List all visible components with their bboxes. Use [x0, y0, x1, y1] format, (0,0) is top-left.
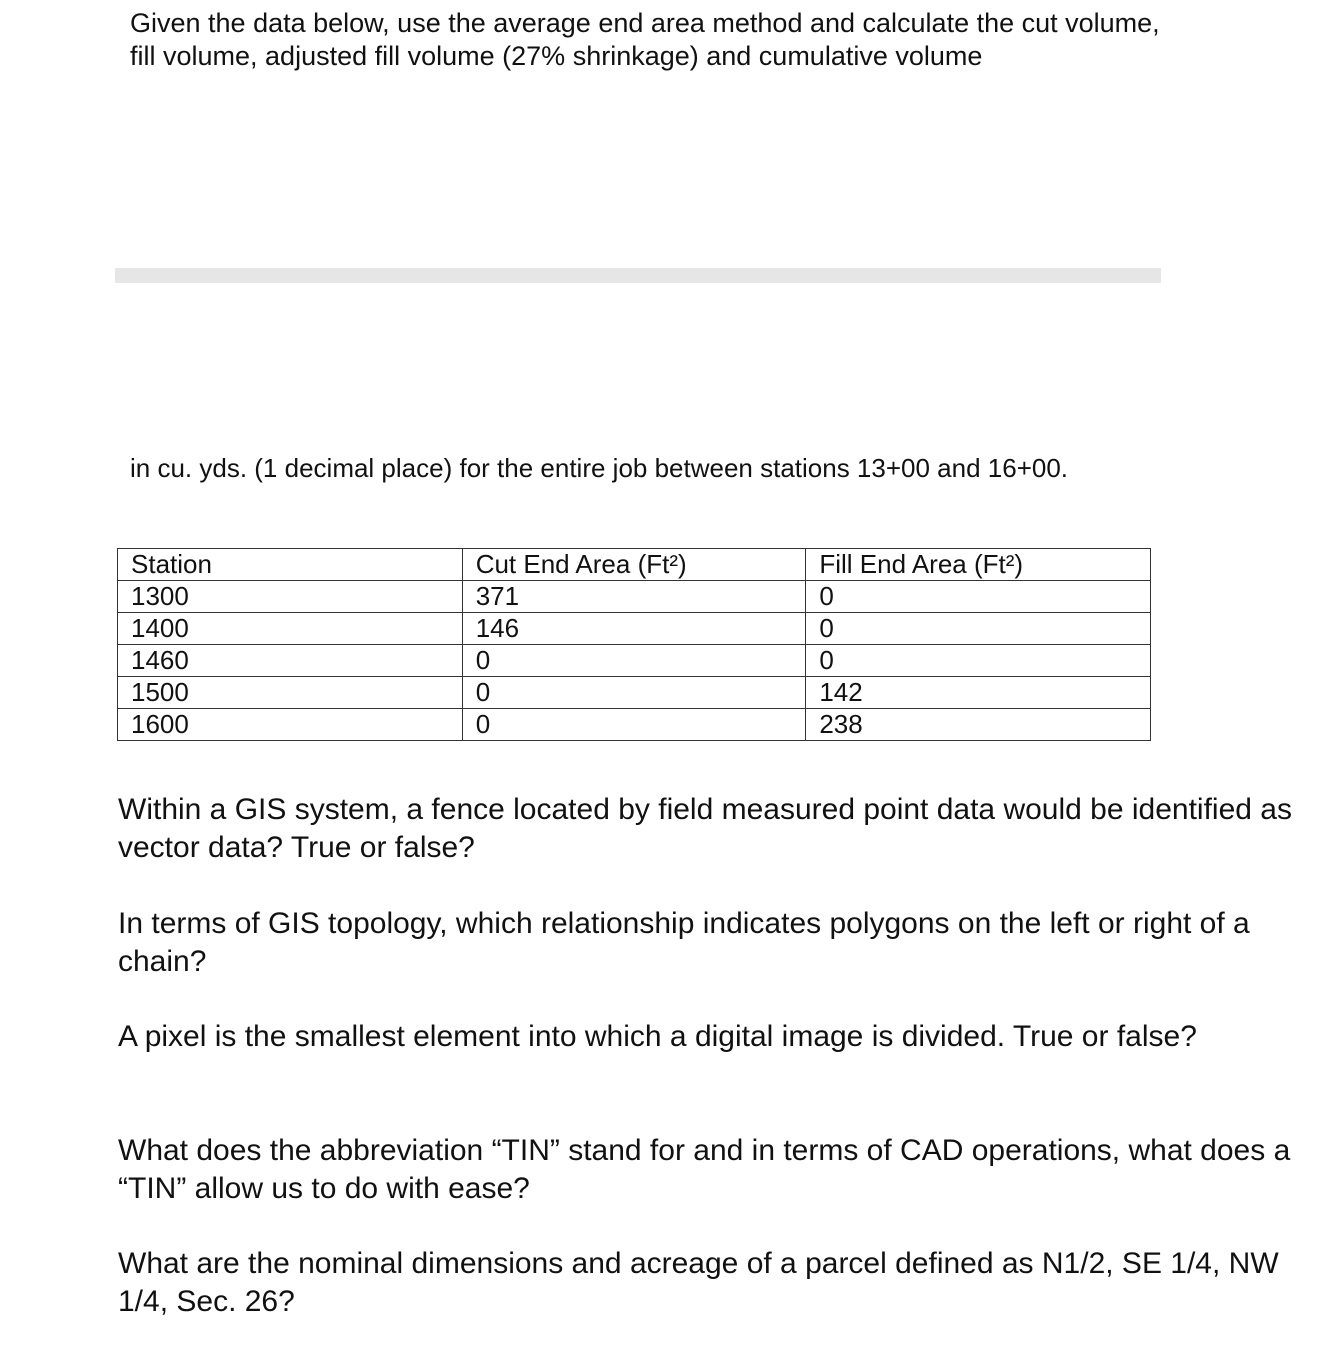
problem-continuation-text: in cu. yds. (1 decimal place) for the entire job between stations 13+00 and 16+00. — [130, 453, 1069, 483]
station-cell: 1400 — [118, 613, 463, 645]
fill-area-cell: 0 — [806, 645, 1151, 677]
question-parcel: What are the nominal dimensions and acreage of a parcel defined as N1/2, SE 1/4, NW 1/4, Sec. 26? — [118, 1247, 1279, 1318]
table-header-row — [118, 549, 1151, 581]
cut-area-cell: 146 — [462, 613, 806, 645]
question-gis-topology: In terms of GIS topology, which relationship indicates polygons on the left or right of a chain? — [118, 907, 1250, 978]
gray-divider-bar — [115, 268, 1161, 283]
table-row — [118, 613, 1151, 645]
header-station: Station — [118, 549, 463, 581]
header-fill-end-area: Fill End Area (Ft²) — [806, 549, 1151, 581]
question-pixel: A pixel is the smallest element into which a digital image is divided. True or false? — [118, 1020, 1197, 1053]
table-row — [118, 645, 1151, 677]
cut-area-cell: 0 — [462, 677, 806, 709]
table-row — [118, 709, 1151, 741]
table-row — [118, 581, 1151, 613]
fill-area-cell: 0 — [806, 613, 1151, 645]
table-row — [118, 677, 1151, 709]
station-cell: 1460 — [118, 645, 463, 677]
station-cell: 1500 — [118, 677, 463, 709]
cut-area-cell: 371 — [462, 581, 806, 613]
end-area-table — [117, 548, 1151, 741]
problem-intro-text: Given the data below, use the average end area method and calculate the cut volume, fill volume, adjusted fill volume (27% shrinkage) and cumulative volume — [130, 8, 1160, 71]
fill-area-cell: 0 — [806, 581, 1151, 613]
station-cell: 1300 — [118, 581, 463, 613]
header-cut-end-area: Cut End Area (Ft²) — [462, 549, 806, 581]
question-gis-vector: Within a GIS system, a fence located by field measured point data would be identified as vector data? True or false? — [118, 793, 1292, 864]
fill-area-cell: 238 — [806, 709, 1151, 741]
cut-area-cell: 0 — [462, 645, 806, 677]
fill-area-cell: 142 — [806, 677, 1151, 709]
station-cell: 1600 — [118, 709, 463, 741]
question-tin: What does the abbreviation “TIN” stand for and in terms of CAD operations, what does a “TIN” allow us to do with ease? — [118, 1134, 1291, 1205]
cut-area-cell: 0 — [462, 709, 806, 741]
